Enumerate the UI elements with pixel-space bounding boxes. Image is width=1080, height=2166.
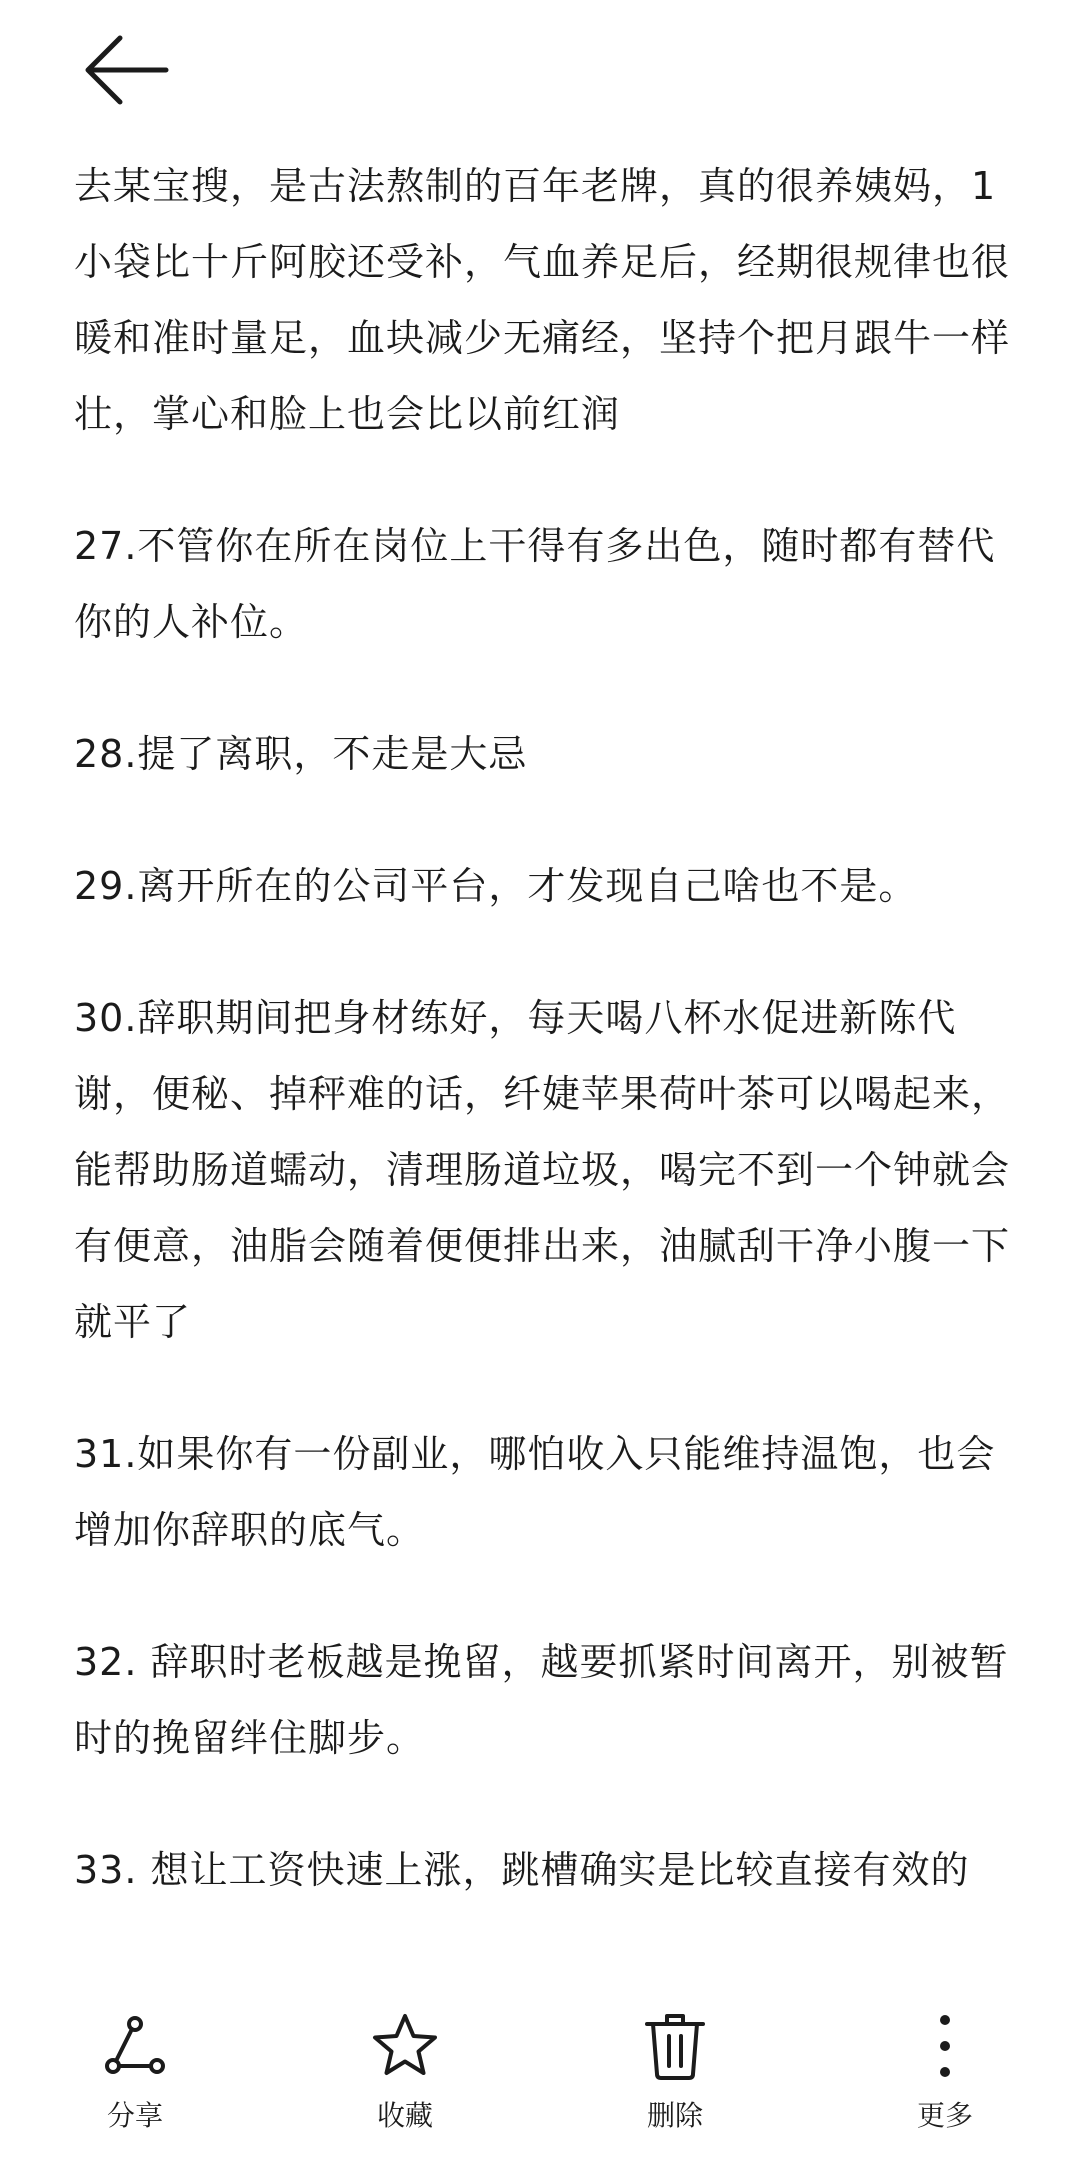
- note-paragraph: 29.离开所在的公司平台，才发现自己啥也不是。: [74, 864, 918, 908]
- note-paragraph: 33. 想让工资快速上涨，跳槽确实是比较直接有效的: [74, 1848, 970, 1892]
- note-content: [74, 148, 1034, 1978]
- note-paragraph: 31.如果你有一份副业，哪怕收入只能维持温饱，也会增加你辞职的底气。: [74, 1432, 996, 1552]
- star-icon: [369, 2010, 441, 2082]
- delete-label: 删除: [646, 2099, 703, 2132]
- delete-button[interactable]: [575, 1990, 775, 2166]
- share-button[interactable]: [35, 1990, 235, 2166]
- share-label: 分享: [106, 2099, 163, 2132]
- back-arrow-icon[interactable]: [64, 14, 184, 134]
- favorite-label: 收藏: [376, 2099, 433, 2132]
- more-label: 更多: [916, 2099, 973, 2132]
- share-icon: [99, 2010, 171, 2082]
- more-button[interactable]: [845, 1990, 1045, 2166]
- favorite-button[interactable]: [305, 1990, 505, 2166]
- note-paragraph: 27.不管你在所在岗位上干得有多出色，随时都有替代你的人补位。: [74, 524, 996, 644]
- bottom-action-bar: [0, 1990, 1080, 2166]
- vertical-dots-icon: [909, 2010, 981, 2082]
- note-paragraph: 30.辞职期间把身材练好，每天喝八杯水促进新陈代谢，便秘、掉秤难的话，纤婕苹果荷叶茶可以喝起来，能帮助肠道蠕动，清理肠道垃圾，喝完不到一个钟就会有便意，油脂会随着便便排出来，油腻刮干净小腹一下就平了: [74, 996, 1011, 1344]
- note-paragraph: 32. 辞职时老板越是挽留，越要抓紧时间离开，别被暂时的挽留绊住脚步。: [74, 1640, 1009, 1760]
- note-paragraph: 28.提了离职，不走是大忌: [74, 732, 528, 776]
- trash-icon: [639, 2010, 711, 2082]
- note-paragraph: 去某宝搜，是古法熬制的百年老牌，真的很养姨妈，1小袋比十斤阿胶还受补，气血养足后，经期很规律也很暖和准时量足，血块减少无痛经，坚持个把月跟牛一样壮，掌心和脸上也会比以前红润: [74, 164, 1011, 436]
